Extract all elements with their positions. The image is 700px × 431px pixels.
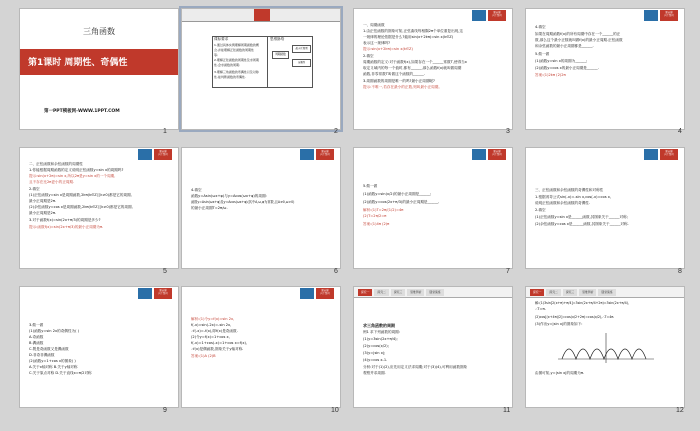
tab-item: 探究一	[530, 289, 544, 296]
slide2-diagram-box: 最小正周期	[292, 45, 311, 53]
slide2-line: 性,能判断函数的奇偶性.	[214, 75, 246, 79]
tab-item: 思维辨析	[579, 289, 596, 296]
slide-tag-blue	[472, 149, 486, 160]
slide10-line: f(-x)=sin(-2x)=-sin 2x,	[191, 323, 232, 327]
slide11-title: 求三角函数的周期	[363, 323, 395, 328]
slide-tag-red: 课前篇 自主预习	[660, 10, 678, 21]
slide-tag-red: 课前篇 自主预习	[488, 10, 506, 21]
slide7-line: 5.做一做	[363, 184, 378, 188]
slide2-table-head2: 思维脉络	[270, 37, 285, 41]
slide6-line: 的最小正周期T=2π/ω.	[191, 206, 228, 210]
slide12-line: 由图可知,y=|sin x|的周期为π.	[535, 371, 585, 375]
slide9-line: C.关于原点对称 D.关于直线x=π/2对称	[29, 371, 92, 375]
slide3-line: 提示:sin(x+2kπ)=sin x(k∈Z)	[363, 47, 413, 51]
tab-item: 探究一	[358, 289, 372, 296]
slide5-line: (1)正弦函数y=sin x是周期函数,2kπ(k∈Z且k≠0)都是它的周期,	[29, 193, 132, 197]
slide10-line: ∴f(-x)=-f(x),即f(x)是奇函数.	[191, 329, 238, 333]
slide11-tabs	[354, 287, 512, 298]
slide8-line: (1)正弦函数y=sin x是______函数,其图象关于______对称;	[535, 215, 628, 219]
slide-thumbnail-7[interactable]	[353, 147, 513, 269]
slide9-line: B.偶函数	[29, 341, 44, 345]
slide9-line: A.奇函数	[29, 335, 44, 339]
slide-number-11: 11	[503, 407, 511, 414]
slide-thumbnail-4[interactable]	[525, 8, 685, 130]
slide-thumbnail-1[interactable]	[19, 8, 179, 130]
slide9-line: 3.做一做	[29, 323, 44, 327]
slide2-diagram-box: 周期函数	[272, 51, 289, 59]
slide9-line: (1)函数y=sin 2x的奇偶性为( )	[29, 329, 80, 333]
slide-tag-blue	[300, 288, 314, 299]
slide10-line: f(-x)=1+cos(-x)=1+cos x=f(x),	[191, 341, 248, 345]
slide8-line: 说明正弦函数和余弦函数的奇偶性.	[535, 201, 591, 205]
slide10-line: 答案:(1)A (2)B	[191, 354, 216, 358]
slide12-line: (3)作出y=|sin x|的图象如下:	[535, 322, 583, 326]
tab-item: 思维辨析	[407, 289, 424, 296]
slide3-line: 3.周期函数的周期是唯一的吗?最小正周期呢?	[363, 79, 435, 83]
slide-thumbnail-11[interactable]	[353, 286, 513, 408]
slide10-line: ∴f(x)是偶函数,图象关于y轴对称.	[191, 347, 244, 351]
slide-number-8: 8	[678, 268, 682, 275]
slide12-line: ∴T=π.	[535, 307, 546, 311]
slide-thumbnail-6[interactable]	[181, 147, 341, 269]
slide2-line: 1.通过具体实例理解周期函数的概	[214, 43, 259, 47]
slide10-line: (2)令y=f(x)=1+cos x,	[191, 335, 230, 339]
slide-tag-red: 课前篇 自主预习	[488, 149, 506, 160]
slide-number-2: 2	[334, 128, 338, 135]
tab-item: 随堂演练	[426, 289, 443, 296]
slide12-abs-sin-graph	[556, 331, 656, 365]
slide4-line: 和余弦函数的最小正周期都是______.	[535, 44, 594, 48]
slide11-line: (2)y=cos(x/2);	[363, 344, 389, 348]
slide8-line: 三、正弦函数和余弦函数的奇偶性和对称性	[535, 188, 604, 192]
slide-tag-blue	[644, 10, 658, 21]
slide2-line: 性,会求函数的周期;	[214, 63, 240, 67]
tab-item: 探究三	[391, 289, 405, 296]
slide7-line: 答案:(1)4π (2)π	[363, 222, 390, 226]
slide11-line: 观察并求周期.	[363, 371, 386, 375]
slide-thumbnail-5[interactable]	[19, 147, 179, 269]
tab-item: 探究二	[546, 289, 560, 296]
slide11-line: (3)y=|sin x|;	[363, 351, 386, 355]
slide-number-3: 3	[506, 128, 510, 135]
slide9-line: C.既是奇函数又是偶函数	[29, 347, 69, 351]
slide2-table	[212, 36, 313, 88]
slide-tag-red: 课前篇 自主预习	[154, 149, 172, 160]
slide6-line: 函数y=Asin(ωx+φ)与y=Acos(ωx+φ)的周期:	[191, 194, 267, 198]
slide3-line: 提示:不唯一,若存在最小的正数,则叫最小正周期。	[363, 85, 442, 89]
slide-tag-red: 课前篇 自主预习	[316, 288, 334, 299]
slide3-line: 周期函数的定义:对于函数f(x),如果存在一个______常数T,使得当x	[363, 60, 467, 64]
slide6-line: 函数y=Asin(ωx+φ)及y=Acos(ωx+φ)(其中A,ω,φ为常数,且A≠0,ω>0)	[191, 200, 295, 204]
slide-thumbnail-8[interactable]	[525, 147, 685, 269]
slide11-line: (4)y=cos x-1.	[363, 358, 388, 362]
slide9-line: (2)函数y=1+cos x的图象( )	[29, 359, 76, 363]
slide2-line: 3.理解三角函数的奇偶性以及对称	[214, 70, 259, 74]
slide2-table-head: 课标要求	[214, 37, 229, 41]
slide5-line: 二、正弦函数和余弦函数的周期性	[29, 162, 83, 166]
slide8-line: (2)余弦函数y=cos x是______函数,其图象关于______对称.	[535, 222, 629, 226]
slide5-line: 且不存在比2π更小的正周期.	[29, 180, 75, 184]
slide8-line: 1.根据诱导公式sin(-x)=-sin x,cos(-x)=cos x,	[535, 195, 611, 199]
slide4-line: 如果在周期函数f(x)的所有周期中存在一个______的正	[535, 32, 621, 36]
slide3-line: 一、周期函数	[363, 23, 385, 27]
slide9-line: A.关于x轴对称 B.关于y轴对称	[29, 365, 78, 369]
slide5-line: 1.你能根据周期函数的定义说明正弦函数y=sin x的周期吗?	[29, 168, 124, 172]
slide3-line: 取定义域内的每一个值时,都有______,那么函数f(x)就叫做周期	[363, 66, 462, 70]
slide7-line: (1)函数y=sin(x/2)的最小正周期是______;	[363, 192, 432, 196]
slide-number-4: 4	[678, 128, 682, 135]
slide3-line: 一规律的理论依据是什么?能用sin(x+2kπ)=sin x(k∈Z)	[363, 35, 454, 39]
slide3-line: 表示这一规律吗?	[363, 41, 391, 45]
slide12-line: (2)cos[(x+4π)/2]=cos(x/2+2π)=cos(x/2),∴T=4π.	[535, 315, 615, 319]
slide11-line: 例1 求下列函数的周期:	[363, 330, 400, 334]
slide3-line: 函数,非零常数T叫做这个函数的______.	[363, 72, 425, 76]
slide2-home-tab	[254, 9, 270, 21]
slide11-line: 分析:对于(1)(2),应先用定义法求周期;对于(3)(4),可利用函数图象	[363, 365, 468, 369]
slide10-line: 解析:(1)令y=f(x)=sin 2x,	[191, 317, 235, 321]
slide-tag-blue	[138, 149, 152, 160]
slide5-line: 3.对于函数f(x)=sin(2x+π/3)的周期是多少?	[29, 218, 101, 222]
slide5-line: 2.填空	[29, 187, 40, 191]
tab-item: 探究三	[563, 289, 577, 296]
slide-tag-blue	[644, 149, 658, 160]
slide4-line: (2)函数y=cos x的最小正周期是______.	[535, 66, 599, 70]
slide-tag-blue	[300, 149, 314, 160]
slide7-line: (2)函数y=cos(2x+π/3)的最小正周期是______.	[363, 200, 440, 204]
tab-item: 探究二	[374, 289, 388, 296]
slide4-line: (1)函数y=sin x的周期为______;	[535, 59, 588, 63]
slide3-line: 2.填空	[363, 54, 374, 58]
slide5-line: 提示:函数f(x)=sin(2x+π/3)的最小正周期为π.	[29, 225, 104, 229]
slide3-line: 1.由正弦函数的图象可知,正弦曲线每相隔2π个单位重复出现,这	[363, 29, 464, 33]
slide2-line: 念,并能理解正弦函数的周期性	[214, 48, 254, 52]
slide-number-6: 6	[334, 268, 338, 275]
slide1-footer: 第一PPT模板网-WWW.1PPT.COM	[44, 109, 120, 114]
slide4-line: 答案:(1)2kπ (2)2π	[535, 73, 566, 77]
slide5-line: 最小正周期是2π.	[29, 199, 57, 203]
slide11-line: (1)y=3sin(2x+π/4);	[363, 337, 398, 341]
slide4-line: 数,那么这个最小正数就叫做f(x)的最小正周期.正弦函数	[535, 38, 623, 42]
slide8-line: 2.填空	[535, 208, 546, 212]
slide-tag-blue	[138, 288, 152, 299]
slide2-line: 2.理解正弦函数的周期性及求周期	[214, 58, 259, 62]
slide-tag-red: 课前篇 自主预习	[316, 149, 334, 160]
slide-thumbnail-12[interactable]	[525, 286, 685, 408]
slide4-line: 4.填空	[535, 25, 546, 29]
slide7-line: (2)T=2π/2=π	[363, 214, 387, 218]
slide-tag-red: 课前篇 自主预习	[660, 149, 678, 160]
slide-number-5: 5	[163, 268, 167, 275]
slide7-line: 解析:(1)T=2π/(1/2)=4π	[363, 208, 404, 212]
slide5-line: (2)余弦函数y=cos x是周期函数,2kπ(k∈Z且k≠0)都是它的周期,	[29, 205, 133, 209]
slide12-tabs	[526, 287, 684, 298]
slide-thumbnail-9[interactable]	[19, 286, 179, 408]
slide-number-9: 9	[163, 407, 167, 414]
slide5-line: 提示:sin(x+2π)=sin x,所以2π是y=sin x的一个周期,	[29, 174, 116, 178]
slide6-line: 4.填空	[191, 188, 202, 192]
slide2-diagram-box: 奇偶性	[292, 59, 311, 67]
slide-thumbnail-10[interactable]	[181, 286, 341, 408]
slide-tag-red: 课前篇 自主预习	[154, 288, 172, 299]
slide-number-1: 1	[163, 128, 167, 135]
slide9-line: D.非奇非偶函数	[29, 353, 55, 357]
tab-item: 随堂演练	[598, 289, 615, 296]
slide12-line: 解:(1)3sin[2(x+π)+π/4]=3sin(2x+π/4+2π)=3sin(2x+π/4),	[535, 301, 630, 305]
slide-thumbnail-2[interactable]	[181, 8, 341, 130]
slide1-title: 三角函数	[83, 27, 115, 36]
slide5-line: 最小正周期是2π.	[29, 211, 57, 215]
slide2-line: 等;	[214, 53, 219, 57]
slide4-line: 5.做一做	[535, 52, 550, 56]
slide-number-10: 10	[331, 407, 339, 414]
slide-number-12: 12	[676, 407, 684, 414]
slide-thumbnail-3[interactable]	[353, 8, 513, 130]
slide-tag-blue	[472, 10, 486, 21]
slide-number-7: 7	[506, 268, 510, 275]
slide1-lesson: 第1课时 周期性、奇偶性	[28, 58, 128, 68]
